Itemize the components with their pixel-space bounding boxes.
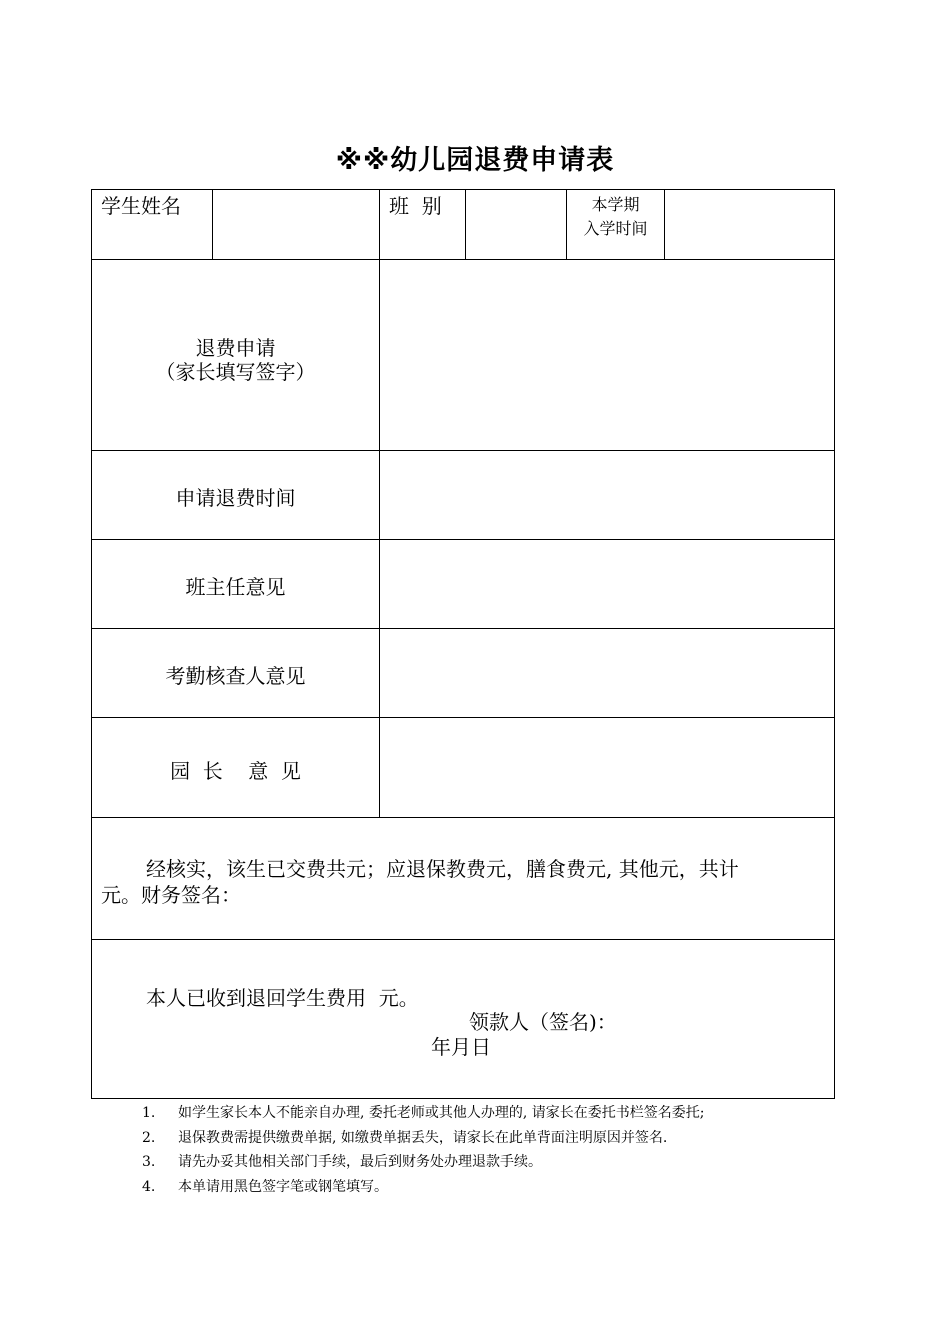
recipient-signature-label: 领款人（签名)： — [469, 1010, 617, 1034]
note-number: 3. — [142, 1154, 156, 1170]
note-text: 如学生家长本人不能亲自办理, 委托老师或其他人办理的, 请家长在委托书栏签名委托; — [178, 1105, 705, 1121]
student-name-field[interactable] — [213, 190, 378, 258]
teacher-opinion-label: 班主任意见 — [185, 575, 286, 599]
request-time-label: 申请退费时间 — [175, 486, 296, 510]
finance-statement-line1: 经核实，该生已交费共元；应退保教费元，膳食费元, 其他元，共计 — [146, 857, 739, 881]
list-item — [142, 1150, 705, 1175]
attendance-opinion-label: 考勤核查人意见 — [165, 664, 306, 688]
class-label: 班 别 — [389, 194, 442, 218]
receipt-date-label: 年月日 — [431, 1035, 491, 1059]
note-text: 本单请用黑色签字笔或钢笔填写。 — [178, 1178, 388, 1195]
note-number: 1. — [142, 1105, 156, 1121]
request-time-field[interactable] — [380, 451, 834, 538]
student-name-label: 学生姓名 — [101, 194, 181, 218]
attendance-opinion-field[interactable] — [380, 629, 834, 716]
note-number: 2. — [142, 1129, 156, 1146]
page-title: ※※幼儿园退费申请表 — [335, 145, 615, 176]
refund-request-field[interactable] — [380, 260, 834, 449]
principal-opinion-label: 园 长 意 见 — [170, 759, 301, 783]
class-field[interactable] — [466, 190, 565, 258]
list-item — [142, 1101, 705, 1126]
row-divider — [91, 817, 835, 818]
finance-statement-line2: 元。财务签名： — [101, 883, 241, 907]
note-number: 4. — [142, 1178, 156, 1195]
refund-request-sublabel: （家长填写签字） — [155, 360, 316, 384]
note-text: 请先办妥其他相关部门手续，最后到财务处办理退款手续。 — [178, 1154, 542, 1170]
principal-opinion-field[interactable] — [380, 718, 834, 816]
row-divider — [91, 939, 835, 940]
notes-list — [142, 1101, 705, 1199]
list-item — [142, 1175, 705, 1200]
semester-label-line1: 本学期 — [591, 195, 640, 214]
semester-label-line2: 入学时间 — [583, 219, 648, 238]
list-item — [142, 1126, 705, 1151]
receipt-statement: 本人已收到退回学生费用 元。 — [146, 986, 419, 1010]
note-text: 退保教费需提供缴费单据, 如缴费单据丢失，请家长在此单背面注明原因并签名. — [178, 1129, 668, 1146]
enrollment-date-field[interactable] — [665, 190, 834, 258]
refund-request-label: 退费申请 — [195, 336, 276, 360]
teacher-opinion-field[interactable] — [380, 540, 834, 627]
